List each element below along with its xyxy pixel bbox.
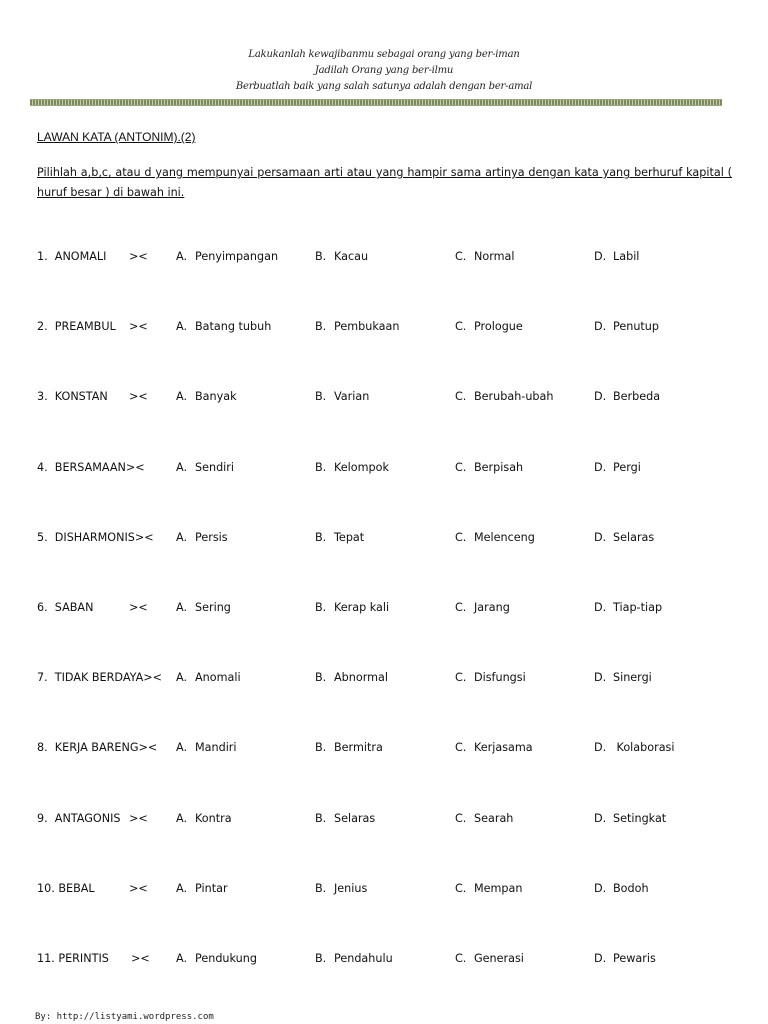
- option-a[interactable]: [176, 458, 234, 478]
- question-row: [37, 949, 737, 1019]
- option-text: Pintar: [195, 881, 228, 895]
- option-text: Melenceng: [474, 530, 535, 544]
- option-b[interactable]: [315, 738, 383, 758]
- option-text: Berbeda: [613, 390, 661, 404]
- option-a[interactable]: [176, 668, 241, 688]
- option-letter: B.: [315, 600, 327, 614]
- option-text: Pembukaan: [334, 320, 400, 334]
- option-c[interactable]: [455, 879, 522, 899]
- option-text: Kontra: [195, 811, 232, 825]
- option-a[interactable]: [176, 879, 228, 899]
- option-text: Batang tubuh: [195, 320, 272, 334]
- option-text: Mandiri: [195, 741, 237, 755]
- option-letter: B.: [315, 741, 327, 755]
- option-text: Disfungsi: [474, 671, 526, 685]
- option-d[interactable]: [594, 458, 641, 478]
- option-letter: A.: [176, 530, 188, 544]
- option-letter: A.: [176, 460, 188, 474]
- option-text: Prologue: [474, 320, 523, 334]
- question-row: [37, 598, 737, 668]
- option-letter: C.: [455, 881, 467, 895]
- option-text: Sering: [195, 600, 231, 614]
- option-text: Bodoh: [613, 881, 649, 895]
- option-letter: C.: [455, 530, 467, 544]
- header-line-3: Berbuatlah baik yang salah satunya adalah dengan ber-amal: [235, 81, 533, 92]
- option-letter: A.: [176, 600, 188, 614]
- option-text: Bermitra: [334, 741, 383, 755]
- question-row: [37, 879, 737, 949]
- option-text: Berubah-ubah: [474, 390, 554, 404]
- option-letter: B.: [315, 671, 327, 685]
- option-text: Selaras: [334, 811, 376, 825]
- antonym-operator: ><: [129, 881, 148, 895]
- option-a[interactable]: [176, 949, 257, 969]
- option-c[interactable]: [455, 598, 510, 618]
- header-line-2: Jadilah Orang yang ber-ilmu: [314, 65, 454, 76]
- option-text: Normal: [474, 250, 515, 263]
- option-text: Varian: [334, 390, 370, 404]
- option-letter: A.: [176, 741, 188, 755]
- antonym-operator: ><: [131, 951, 150, 965]
- option-text: Berpisah: [474, 460, 524, 474]
- option-text: Banyak: [195, 390, 237, 404]
- question-row: [37, 458, 737, 528]
- option-text: Kerap kali: [334, 600, 390, 614]
- antonym-operator: ><: [129, 390, 148, 404]
- option-letter: A.: [176, 881, 188, 895]
- option-text: Kelompok: [334, 460, 389, 474]
- option-c[interactable]: [455, 949, 524, 969]
- question-word: 7. TIDAK BERDAYA><: [37, 671, 162, 685]
- option-letter: B.: [315, 390, 327, 404]
- option-text: Pergi: [613, 460, 641, 474]
- question-word: 5. DISHARMONIS><: [37, 530, 154, 544]
- option-letter: D.: [594, 811, 607, 825]
- question-word: 4. BERSAMAAN><: [37, 460, 145, 474]
- option-a[interactable]: [176, 528, 228, 548]
- option-b[interactable]: [315, 458, 389, 478]
- antonym-operator: ><: [129, 811, 148, 825]
- option-letter: D.: [594, 951, 607, 965]
- option-letter: C.: [455, 671, 467, 685]
- header-divider: [30, 99, 722, 106]
- option-c[interactable]: [455, 458, 523, 478]
- option-c[interactable]: [455, 528, 535, 548]
- option-letter: C.: [455, 811, 467, 825]
- option-letter: C.: [455, 390, 467, 404]
- question-word: 8. KERJA BARENG><: [37, 741, 158, 755]
- question-row: [37, 247, 737, 317]
- antonym-operator: ><: [129, 600, 148, 614]
- option-b[interactable]: [315, 949, 393, 969]
- option-letter: B.: [315, 460, 327, 474]
- option-a[interactable]: [176, 598, 231, 618]
- option-letter: D.: [594, 600, 607, 614]
- option-letter: A.: [176, 390, 188, 404]
- page-header: [0, 47, 768, 95]
- option-letter: B.: [315, 530, 327, 544]
- option-a[interactable]: [176, 738, 237, 758]
- option-text: Persis: [195, 530, 228, 544]
- option-text: Sendiri: [195, 460, 234, 474]
- option-text: Anomali: [195, 671, 241, 685]
- option-c[interactable]: [455, 668, 526, 688]
- question-row: [37, 809, 737, 879]
- question-word: 6. SABAN: [37, 600, 94, 614]
- option-b[interactable]: [315, 879, 367, 899]
- option-text: Kolaborasi: [613, 741, 675, 755]
- option-letter: C.: [455, 600, 467, 614]
- question-word: 1. ANOMALI: [37, 250, 107, 263]
- question-row: [37, 317, 737, 387]
- option-letter: A.: [176, 320, 188, 334]
- option-letter: A.: [176, 671, 188, 685]
- question-row: [37, 528, 737, 598]
- antonym-operator: ><: [129, 250, 148, 263]
- antonym-operator: ><: [129, 320, 148, 334]
- option-text: Kerjasama: [474, 741, 533, 755]
- question-word: 10. BEBAL: [37, 881, 95, 895]
- option-text: Jarang: [474, 600, 510, 614]
- option-d[interactable]: [594, 387, 660, 407]
- option-letter: D.: [594, 881, 607, 895]
- option-d[interactable]: [594, 598, 662, 618]
- question-word: 9. ANTAGONIS: [37, 811, 121, 825]
- option-letter: D.: [594, 320, 607, 334]
- option-a[interactable]: [176, 247, 278, 267]
- option-letter: B.: [315, 951, 327, 965]
- question-word: 3. KONSTAN: [37, 390, 108, 404]
- option-letter: C.: [455, 320, 467, 334]
- option-b[interactable]: [315, 317, 399, 337]
- option-text: Labil: [613, 250, 640, 263]
- option-c[interactable]: [455, 738, 533, 758]
- section-title: LAWAN KATA (ANTONIM).(2): [37, 130, 196, 144]
- option-letter: B.: [315, 881, 327, 895]
- option-c[interactable]: [455, 809, 513, 829]
- option-c[interactable]: [455, 387, 553, 407]
- option-text: Jenius: [334, 881, 368, 895]
- option-text: Penutup: [613, 320, 659, 334]
- option-letter: D.: [594, 250, 607, 263]
- option-d[interactable]: [594, 528, 654, 548]
- option-a[interactable]: [176, 809, 232, 829]
- option-c[interactable]: [455, 317, 523, 337]
- instruction-text: Pilihlah a,b,c, atau d yang mempunyai persamaan arti atau yang hampir sama artinya dengan kata yang berhuruf kapital ( huruf besar ) di bawah ini.: [37, 166, 732, 199]
- option-c[interactable]: [455, 247, 514, 267]
- option-letter: D.: [594, 460, 607, 474]
- option-text: Setingkat: [613, 811, 667, 825]
- option-d[interactable]: [594, 949, 656, 969]
- option-d[interactable]: [594, 247, 639, 267]
- option-letter: C.: [455, 460, 467, 474]
- option-b[interactable]: [315, 528, 364, 548]
- header-line-1: Lakukanlah kewajibanmu sebagai orang yang ber-iman: [248, 49, 520, 60]
- option-text: Kacau: [334, 250, 369, 263]
- option-b[interactable]: [315, 247, 368, 267]
- question-row: [37, 387, 737, 457]
- option-a[interactable]: [176, 387, 237, 407]
- option-letter: D.: [594, 530, 607, 544]
- option-text: Pewaris: [613, 951, 656, 965]
- option-text: Generasi: [474, 951, 524, 965]
- option-letter: D.: [594, 671, 607, 685]
- option-letter: A.: [176, 811, 188, 825]
- option-d[interactable]: [594, 317, 659, 337]
- option-letter: D.: [594, 390, 607, 404]
- option-d[interactable]: [594, 668, 652, 688]
- option-text: Pendukung: [195, 951, 257, 965]
- option-text: Sinergi: [613, 671, 652, 685]
- question-word: 11. PERINTIS: [37, 951, 109, 965]
- option-text: Searah: [474, 811, 514, 825]
- option-text: Selaras: [613, 530, 655, 544]
- option-letter: A.: [176, 250, 188, 263]
- option-text: Abnormal: [334, 671, 388, 685]
- option-letter: B.: [315, 250, 327, 263]
- question-row: [37, 668, 737, 738]
- option-d[interactable]: [594, 809, 666, 829]
- option-d[interactable]: [594, 879, 649, 899]
- option-b[interactable]: [315, 598, 389, 618]
- option-b[interactable]: [315, 809, 375, 829]
- option-d[interactable]: [594, 738, 674, 758]
- option-letter: D.: [594, 741, 607, 755]
- question-list: [37, 247, 737, 1019]
- option-a[interactable]: [176, 317, 271, 337]
- option-b[interactable]: [315, 668, 388, 688]
- question-row: [37, 738, 737, 808]
- option-letter: C.: [455, 951, 467, 965]
- option-letter: B.: [315, 320, 327, 334]
- option-letter: C.: [455, 741, 467, 755]
- option-letter: A.: [176, 951, 188, 965]
- option-text: Mempan: [474, 881, 523, 895]
- option-text: Tepat: [334, 530, 365, 544]
- option-text: Pendahulu: [334, 951, 393, 965]
- question-word: 2. PREAMBUL: [37, 320, 116, 334]
- option-letter: B.: [315, 811, 327, 825]
- option-b[interactable]: [315, 387, 369, 407]
- footer-credit: By: http://listyami.wordpress.com: [35, 1012, 214, 1022]
- option-text: Penyimpangan: [195, 250, 279, 263]
- option-letter: C.: [455, 250, 467, 263]
- option-text: Tiap-tiap: [613, 600, 663, 614]
